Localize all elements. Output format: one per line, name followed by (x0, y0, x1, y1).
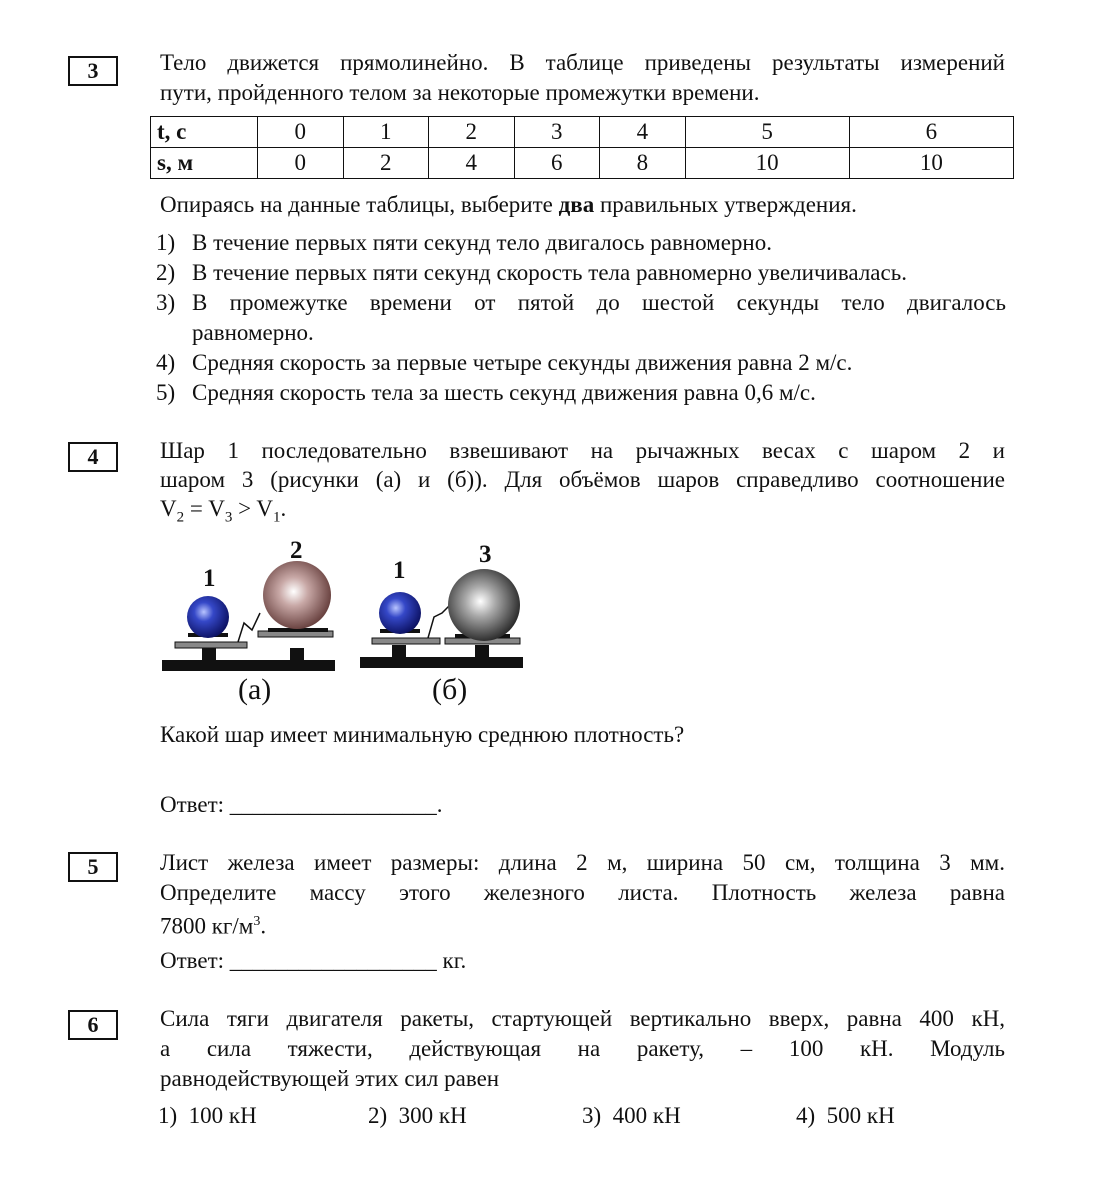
table-cell: 6 (849, 117, 1013, 148)
choice-value: 500 кН (826, 1103, 895, 1128)
scale-base (360, 657, 523, 668)
table-row-distance (151, 148, 1014, 179)
statement-text: В течение первых пяти секунд тело двигалось равномерно. (192, 230, 772, 255)
table-cell: 0 (258, 117, 344, 148)
task-5-line-3 (160, 907, 266, 941)
scale-post (392, 645, 406, 658)
choice-value: 100 кН (188, 1103, 257, 1128)
period: . (280, 496, 287, 521)
task-4-line-1: Шар 1 последовательно взвешивают на рычажных весах с шаром 2 и (160, 438, 1005, 463)
scale-b (360, 569, 523, 668)
ball-label-2: 2 (290, 537, 303, 564)
scale-base (162, 660, 335, 671)
period: . (436, 792, 443, 817)
row-header-distance: s, м (151, 148, 258, 179)
period: . (260, 913, 267, 939)
volume-symbol: V (160, 496, 177, 521)
scale-post (290, 648, 304, 661)
task-3-intro-line-1: Тело движется прямолинейно. В таблице приведены результаты измерений (160, 50, 1005, 75)
figure-caption-b: (б) (432, 673, 468, 706)
task-5-line-1: Лист железа имеет размеры: длина 2 м, ширина 50 см, толщина 3 мм. (160, 850, 1005, 875)
question-text-end: правильных утверждения. (594, 192, 857, 217)
ball-label-1: 1 (203, 565, 216, 592)
density-value: 7800 кг/м (160, 913, 254, 939)
measurement-table (150, 116, 1014, 179)
task-5-answer (160, 946, 466, 975)
volume-relation-formula (160, 494, 286, 533)
table-cell: 4 (600, 117, 686, 148)
subscript: 1 (273, 509, 281, 526)
task-6-number: 6 (68, 1010, 118, 1040)
task-6-line-2: а сила тяжести, действующая на ракету, – 100 кН. Модуль (160, 1036, 1005, 1061)
scale-post (202, 648, 216, 661)
question-emphasis: два (558, 192, 595, 217)
task-3-question (160, 190, 857, 219)
statement-number: 1) (156, 230, 176, 255)
answer-unit: кг. (442, 948, 467, 973)
choice-value: 300 кН (398, 1103, 467, 1128)
ball-2 (263, 561, 331, 629)
table-cell: 6 (514, 148, 600, 179)
task-3-number: 3 (68, 56, 118, 86)
table-cell: 8 (600, 148, 686, 179)
scale-a (162, 561, 335, 671)
ball-label-1: 1 (393, 557, 406, 584)
table-cell: 3 (514, 117, 600, 148)
task-5-number: 5 (68, 852, 118, 882)
equals-sign: = (184, 496, 209, 521)
statement-text: равномерно. (192, 320, 314, 345)
volume-symbol: V (208, 496, 225, 521)
task-4-number: 4 (68, 442, 118, 472)
choice-number: 2) (368, 1103, 388, 1128)
table-cell: 1 (343, 117, 429, 148)
balance-scales-figure (160, 535, 540, 720)
statement-text: В промежутке времени от пятой до шестой секунды тело двигалось (192, 290, 1006, 315)
answer-field[interactable]: __________________ (229, 792, 437, 817)
scale-linkage (428, 605, 450, 638)
table-cell: 2 (343, 148, 429, 179)
table-cell: 4 (429, 148, 515, 179)
choice-number: 4) (796, 1103, 816, 1128)
table-row-time (151, 117, 1014, 148)
row-header-time: t, c (151, 117, 258, 148)
task-6-line-3: равнодействующей этих сил равен (160, 1066, 500, 1091)
subscript: 3 (224, 509, 233, 526)
choice-4[interactable] (796, 1101, 895, 1130)
task-6-line-1: Сила тяги двигателя ракеты, стартующей вертикально вверх, равна 400 кН, (160, 1006, 1005, 1031)
scale-pan-left (175, 642, 247, 648)
table-cell: 10 (685, 148, 849, 179)
greater-sign: > (232, 496, 257, 521)
task-4-line-2: шаром 3 (рисунки (а) и (б)). Для объёмов шаров справедливо соотношение (160, 467, 1005, 492)
task-4-question: Какой шар имеет минимальную среднюю плотность? (160, 722, 685, 747)
statement-text: Средняя скорость за первые четыре секунды движения равна 2 м/с. (192, 350, 853, 375)
answer-label: Ответ: (160, 948, 225, 973)
superscript: 3 (253, 914, 261, 929)
choice-number: 3) (582, 1103, 602, 1128)
table-cell: 0 (258, 148, 344, 179)
choice-number: 1) (158, 1103, 178, 1128)
task-4-answer (160, 790, 443, 819)
volume-symbol: V (256, 496, 273, 521)
task-5-line-2: Определите массу этого железного листа. Плотность железа равна (160, 880, 1005, 905)
statement-number: 5) (156, 380, 176, 405)
task-3-intro-line-2: пути, пройденного телом за некоторые промежутки времени. (160, 80, 760, 105)
choice-2[interactable] (368, 1101, 467, 1130)
subscript: 2 (176, 509, 185, 526)
table-cell: 10 (849, 148, 1013, 179)
table-cell: 5 (685, 117, 849, 148)
table-cell: 2 (429, 117, 515, 148)
choice-value: 400 кН (612, 1103, 681, 1128)
statement-number: 4) (156, 350, 176, 375)
statement-number: 2) (156, 260, 176, 285)
choice-1[interactable] (158, 1101, 257, 1130)
figure-caption-a: (а) (238, 673, 272, 706)
ball-1 (379, 592, 421, 634)
scale-post (475, 645, 489, 658)
scale-linkage (238, 613, 260, 642)
ball-1 (187, 596, 229, 638)
ball-label-3: 3 (479, 541, 492, 568)
statement-text: В течение первых пяти секунд скорость тела равномерно увеличивалась. (192, 260, 907, 285)
choice-3[interactable] (582, 1101, 681, 1130)
question-text: Опираясь на данные таблицы, выберите (160, 192, 559, 217)
scale-pan-left (372, 638, 440, 644)
answer-label: Ответ: (160, 792, 225, 817)
statement-text: Средняя скорость тела за шесть секунд движения равна 0,6 м/с. (192, 380, 816, 405)
statement-number: 3) (156, 290, 176, 315)
answer-field[interactable]: __________________ (229, 948, 437, 973)
ball-3 (448, 569, 520, 641)
